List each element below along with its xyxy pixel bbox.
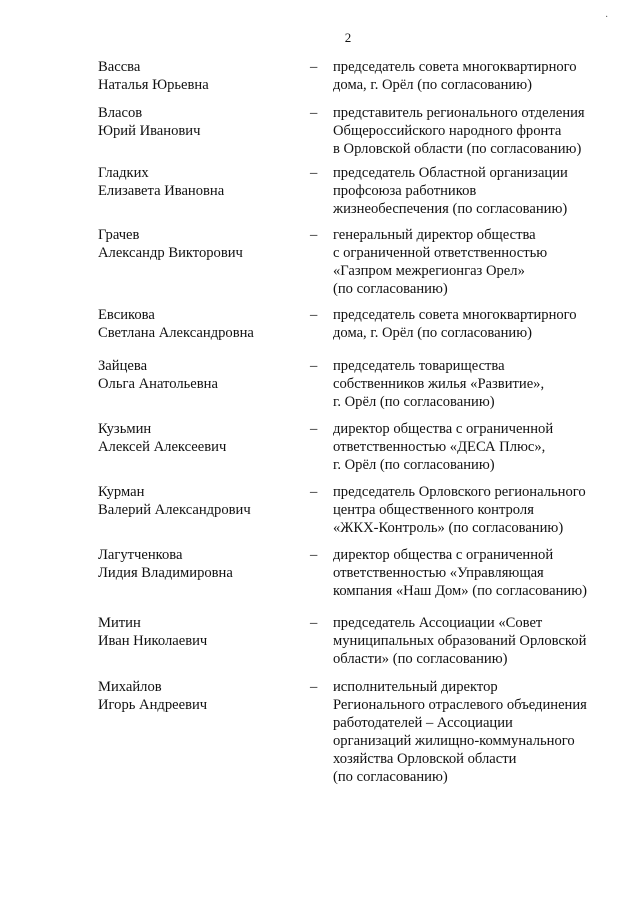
dash: – — [310, 358, 318, 374]
role-description — [333, 164, 623, 218]
role-description — [333, 614, 623, 668]
role-line: жизнеобеспечения (по согласованию) — [333, 201, 568, 217]
role-description — [333, 483, 623, 537]
role-line: (по согласованию) — [333, 281, 448, 297]
role-line: исполнительный директор — [333, 679, 498, 695]
role-line: генеральный директор общества — [333, 227, 536, 243]
given-names: Елизавета Ивановна — [98, 183, 225, 199]
surname: Грачев — [98, 227, 140, 243]
role-line: «ЖКХ-Контроль» (по согласованию) — [333, 520, 564, 536]
person-name — [98, 420, 298, 456]
role-line: председатель Ассоциации «Совет — [333, 615, 543, 631]
role-line: области» (по согласованию) — [333, 651, 508, 667]
given-names: Наталья Юрьевна — [98, 77, 209, 93]
given-names: Алексей Алексеевич — [98, 439, 227, 455]
dash: – — [310, 484, 318, 500]
dash: – — [310, 307, 318, 323]
role-line: ответственностью «ДЕСА Плюс», — [333, 439, 546, 455]
role-description — [333, 357, 623, 411]
dash: – — [310, 59, 318, 75]
person-name — [98, 104, 298, 140]
dash: – — [310, 105, 318, 121]
role-line: с ограниченной ответственностью — [333, 245, 548, 261]
role-line: (по согласованию) — [333, 769, 448, 785]
surname: Митин — [98, 615, 141, 631]
surname: Власов — [98, 105, 143, 121]
role-line: директор общества с ограниченной — [333, 547, 554, 563]
given-names: Ольга Анатольевна — [98, 376, 218, 392]
dash: – — [310, 679, 318, 695]
person-name — [98, 306, 298, 342]
role-line: муниципальных образований Орловской — [333, 633, 587, 649]
dash: – — [310, 421, 318, 437]
person-name — [98, 164, 298, 200]
surname: Вассва — [98, 59, 141, 75]
person-name — [98, 357, 298, 393]
person-name — [98, 546, 298, 582]
person-name — [98, 58, 298, 94]
role-line: хозяйства Орловской области — [333, 751, 517, 767]
role-description — [333, 420, 623, 474]
role-line: профсоюза работников — [333, 183, 477, 199]
role-line: г. Орёл (по согласованию) — [333, 457, 495, 473]
role-line: председатель Областной организации — [333, 165, 568, 181]
role-description — [333, 226, 623, 298]
given-names: Александр Викторович — [98, 245, 243, 261]
role-description — [333, 58, 623, 94]
role-line: ответственностью «Управляющая — [333, 565, 544, 581]
surname: Зайцева — [98, 358, 148, 374]
role-line: «Газпром межрегионгаз Орел» — [333, 263, 525, 279]
role-description — [333, 104, 623, 158]
role-line: центра общественного контроля — [333, 502, 534, 518]
role-description — [333, 546, 623, 600]
given-names: Лидия Владимировна — [98, 565, 233, 581]
corner-mark: · — [605, 12, 609, 23]
role-description — [333, 678, 623, 786]
role-line: председатель совета многоквартирного — [333, 307, 577, 323]
dash: – — [310, 165, 318, 181]
surname: Лагутченкова — [98, 547, 183, 563]
role-line: председатель товарищества — [333, 358, 505, 374]
role-line: представитель регионального отделения — [333, 105, 585, 121]
dash: – — [310, 227, 318, 243]
role-description — [333, 306, 623, 342]
surname: Михайлов — [98, 679, 162, 695]
page-number: 2 — [344, 30, 352, 45]
role-line: Регионального отраслевого объединения — [333, 697, 587, 713]
given-names: Светлана Александровна — [98, 325, 254, 341]
role-line: Общероссийского народного фронта — [333, 123, 562, 139]
surname: Гладких — [98, 165, 149, 181]
person-name — [98, 483, 298, 519]
role-line: в Орловской области (по согласованию) — [333, 141, 582, 157]
role-line: г. Орёл (по согласованию) — [333, 394, 495, 410]
person-name — [98, 226, 298, 262]
surname: Кузьмин — [98, 421, 152, 437]
surname: Курман — [98, 484, 145, 500]
dash: – — [310, 547, 318, 563]
given-names: Иван Николаевич — [98, 633, 208, 649]
role-line: председатель совета многоквартирного — [333, 59, 577, 75]
given-names: Юрий Иванович — [98, 123, 201, 139]
given-names: Игорь Андреевич — [98, 697, 208, 713]
role-line: работодателей – Ассоциации — [333, 715, 513, 731]
person-name — [98, 614, 298, 650]
given-names: Валерий Александрович — [98, 502, 251, 518]
person-name — [98, 678, 298, 714]
dash: – — [310, 615, 318, 631]
role-line: собственников жилья «Развитие», — [333, 376, 545, 392]
role-line: дома, г. Орёл (по согласованию) — [333, 77, 532, 93]
surname: Евсикова — [98, 307, 155, 323]
role-line: компания «Наш Дом» (по согласованию) — [333, 583, 587, 599]
role-line: организаций жилищно-коммунального — [333, 733, 575, 749]
role-line: дома, г. Орёл (по согласованию) — [333, 325, 532, 341]
role-line: директор общества с ограниченной — [333, 421, 554, 437]
role-line: председатель Орловского регионального — [333, 484, 586, 500]
